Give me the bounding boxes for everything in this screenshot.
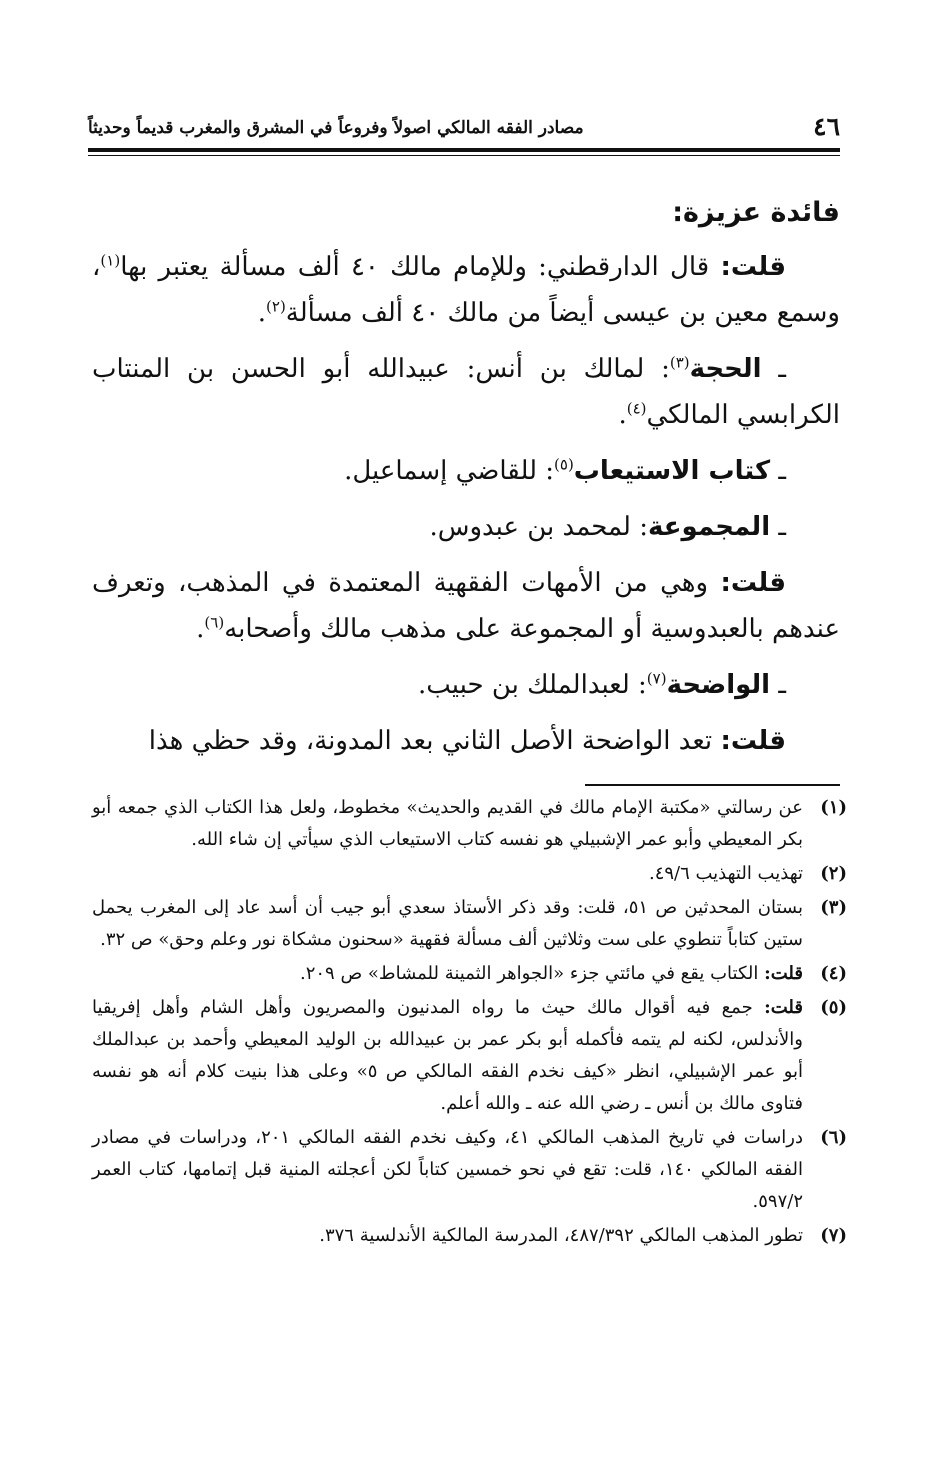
paragraph-text: ، وسمع معين بن عيسى أيضاً من مالك ٤٠ ألف مسألة bbox=[92, 252, 840, 328]
footnote-ref[interactable]: (٥) bbox=[554, 455, 574, 474]
page-number: ٤٦ bbox=[813, 112, 840, 141]
footnote-ref[interactable]: (٦) bbox=[204, 613, 225, 632]
footnote-text: تطور المذهب المالكي ٤٨٧/٣٩٢، المدرسة المالكية الأندلسية ٣٧٦. bbox=[319, 1225, 803, 1246]
footnote-item bbox=[92, 892, 847, 956]
running-header bbox=[88, 108, 840, 148]
footnote-ref[interactable]: (٧) bbox=[646, 669, 667, 688]
item-majmua bbox=[92, 504, 840, 550]
item-istiab bbox=[92, 448, 840, 494]
item-text: : لمالك بن أنس: عبيدالله أبو الحسن بن المنتاب الكرابسي المالكي bbox=[92, 354, 840, 430]
footnotes bbox=[92, 792, 847, 1254]
footnote-text: تهذيب التهذيب ٤٩/٦. bbox=[648, 863, 803, 884]
qultu-label: قلت: bbox=[720, 726, 786, 756]
footnote-text: جمع فيه أقوال مالك حيث ما رواه المدنيون والمصريون وأهل الشام وأهل إفريقيا والأندلس، لكنه لم يتمه فأكمله أبو بكر عمر بن عبيدالله بن الوليد المعيطي وأحمد بن عبدالملك أبو عمر الإشبيلي، انظر «كيف نخدم الفقه المالكي ص ٥» وعلى هذا بنيت كلام أنه هو نفسه فتاوى مالك بن أنس ـ رضي الله عنه ـ والله أعلم. bbox=[92, 997, 803, 1114]
main-text bbox=[92, 190, 840, 774]
item-term: الحجة bbox=[689, 354, 762, 384]
footnote-number: (٣) bbox=[820, 897, 847, 918]
paragraph-text: قال الدارقطني: وللإمام مالك ٤٠ ألف مسألة يعتبر بها bbox=[120, 252, 721, 282]
paragraph-text: وهي من الأمهات الفقهية المعتمدة في المذهب، وتعرف عندهم بالعبدوسية أو المجموعة على مذهب مالك وأصحابه bbox=[92, 568, 840, 644]
paragraph-3 bbox=[92, 718, 840, 764]
footnote-item bbox=[92, 792, 847, 856]
section-heading: فائدة عزيزة: bbox=[672, 197, 840, 228]
footnote-ref[interactable]: (٢) bbox=[266, 297, 286, 316]
punct: . bbox=[196, 614, 205, 644]
item-dash: ـ bbox=[770, 670, 786, 700]
qultu-label: قلت: bbox=[720, 568, 786, 598]
footnote-item bbox=[92, 992, 847, 1120]
footnote-text: بستان المحدثين ص ٥١، قلت: وقد ذكر الأستاذ سعدي أبو جيب أن أسد عاد إلى المغرب يحمل ستين كتاباً تنطوي على ست وثلاثين ألف مسألة فقهية «سحنون مشكاة نور وعلم وحق» ص ٣٢. bbox=[92, 897, 804, 950]
item-text: : لمحمد بن عبدوس. bbox=[429, 512, 648, 542]
running-title: مصادر الفقه المالكي اصولاً وفروعاً في المشرق والمغرب قديماً وحديثاً bbox=[88, 118, 584, 138]
item-dash: ـ bbox=[761, 354, 786, 384]
paragraph-2 bbox=[92, 560, 840, 652]
qultu-label: قلت: bbox=[720, 252, 786, 282]
item-term: المجموعة bbox=[648, 512, 771, 542]
header-rule-thick bbox=[88, 148, 840, 152]
footnote-separator bbox=[585, 784, 840, 786]
item-wadiha bbox=[92, 662, 840, 708]
footnote-number: (٦) bbox=[820, 1127, 847, 1148]
item-text: : لعبدالملك بن حبيب. bbox=[418, 670, 647, 700]
paragraph-1 bbox=[92, 244, 840, 336]
footnote-ref[interactable]: (٣) bbox=[669, 353, 690, 372]
item-text: : للقاضي إسماعيل. bbox=[344, 456, 555, 486]
footnote-item bbox=[92, 958, 847, 990]
footnote-item bbox=[92, 1220, 847, 1252]
footnote-number: (٤) bbox=[820, 963, 847, 984]
footnote-label: قلت: bbox=[764, 997, 803, 1018]
footnote-text: الكتاب يقع في مائتي جزء «الجواهر الثمينة للمشاط» ص ٢٠٩. bbox=[299, 963, 765, 984]
footnote-ref[interactable]: (٤) bbox=[626, 399, 647, 418]
item-hujja bbox=[92, 346, 840, 438]
footnote-number: (٢) bbox=[820, 863, 847, 884]
footnote-item bbox=[92, 1122, 847, 1218]
punct: . bbox=[618, 400, 627, 430]
footnote-text: دراسات في تاريخ المذهب المالكي ٤١، وكيف نخدم الفقه المالكي ٢٠١، ودراسات في مصادر الفقه المالكي ١٤٠، قلت: تقع في نحو خمسين كتاباً لكن أعجلته المنية قبل إتمامها، كتاب العمر ٥٩٧/٢. bbox=[92, 1127, 803, 1212]
item-dash: ـ bbox=[770, 512, 786, 542]
footnote-number: (٥) bbox=[820, 997, 847, 1018]
footnote-item bbox=[92, 858, 847, 890]
header-rule-thin bbox=[88, 155, 840, 156]
punct: . bbox=[257, 298, 267, 328]
footnote-number: (٧) bbox=[820, 1225, 847, 1246]
item-term: الواضحة bbox=[666, 670, 771, 700]
paragraph-text: تعد الواضحة الأصل الثاني بعد المدونة، وقد حظي هذا bbox=[148, 726, 721, 756]
footnote-text: عن رسالتي «مكتبة الإمام مالك في القديم والحديث» مخطوط، ولعل هذا الكتاب الذي جمعه أبو بكر المعيطي وأبو عمر الإشبيلي هو نفسه كتاب الاستيعاب الذي سيأتي إن شاء الله. bbox=[92, 797, 803, 850]
item-dash: ـ bbox=[770, 456, 786, 486]
footnote-label: قلت: bbox=[764, 963, 803, 984]
item-term: كتاب الاستيعاب bbox=[573, 456, 771, 486]
footnote-number: (١) bbox=[820, 797, 847, 818]
footnote-ref[interactable]: (١) bbox=[100, 251, 121, 270]
